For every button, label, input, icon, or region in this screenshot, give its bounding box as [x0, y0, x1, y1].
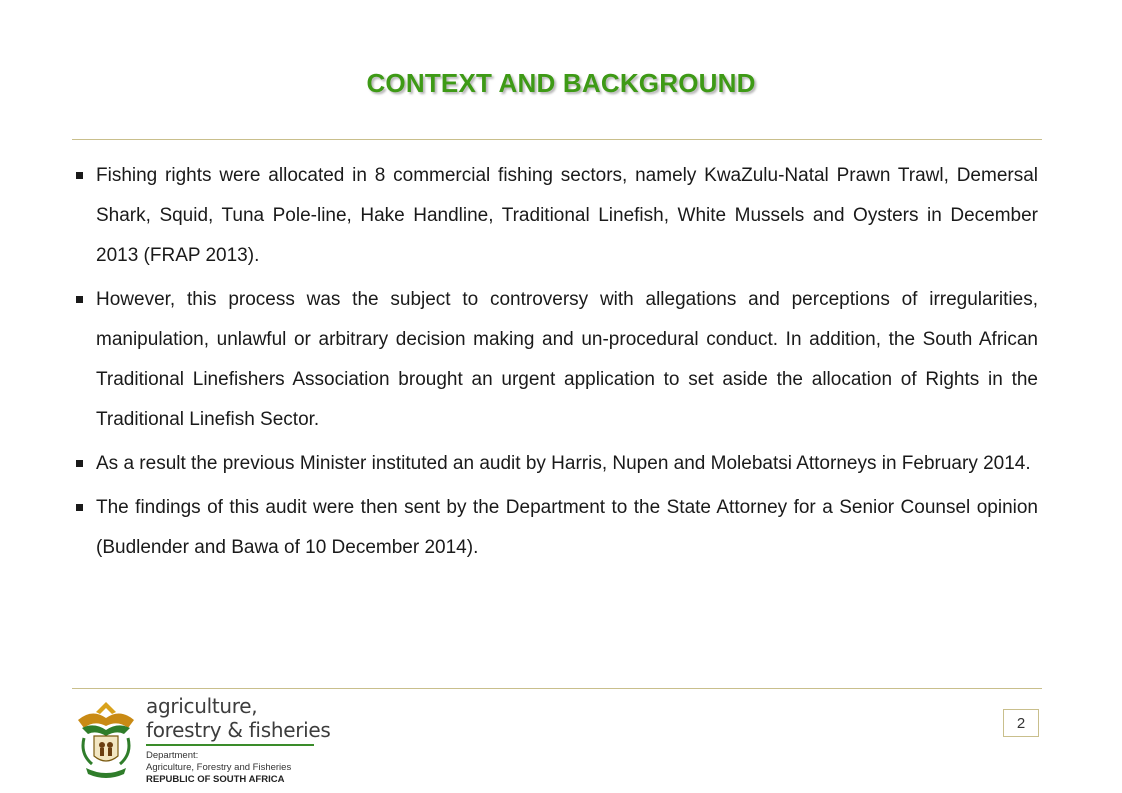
logo-wordmark — [146, 694, 331, 786]
square-bullet-icon — [76, 460, 83, 467]
page-number: 2 — [1003, 709, 1039, 737]
bullet-item — [76, 444, 1038, 484]
bullet-item — [76, 156, 1038, 276]
top-divider — [72, 139, 1042, 140]
logo-line-forestry-fisheries: forestry & fisheries — [146, 718, 331, 742]
department-logo — [72, 694, 332, 784]
bullet-text: As a result the previous Minister instituted an audit by Harris, Nupen and Molebatsi Attorneys in February 2014. — [96, 453, 1031, 474]
logo-department-label: Department: — [146, 750, 199, 761]
square-bullet-icon — [76, 172, 83, 179]
bullet-list — [76, 156, 1038, 572]
slide-title: CONTEXT AND BACKGROUND — [366, 68, 756, 98]
bullet-text: Fishing rights were allocated in 8 commercial fishing sectors, namely KwaZulu-Natal Prawn Trawl, Demersal Shark, Squid, Tuna Pole-line, Hake Handline, Traditional Linefish, White Mussels and Oysters in December 2013 (FRAP 2013). — [96, 165, 1038, 266]
bottom-divider — [72, 688, 1042, 689]
square-bullet-icon — [76, 296, 83, 303]
bullet-item — [76, 488, 1038, 568]
logo-country: REPUBLIC OF SOUTH AFRICA — [146, 774, 285, 785]
logo-department-name: Agriculture, Forestry and Fisheries — [146, 762, 292, 773]
bullet-item — [76, 280, 1038, 440]
logo-underline — [146, 744, 314, 746]
bullet-text: The findings of this audit were then sent by the Department to the State Attorney for a Senior Counsel opinion (Budlender and Bawa of 10 December 2014). — [96, 497, 1038, 558]
bullet-text: However, this process was the subject to controversy with allegations and perceptions of irregularities, manipulation, unlawful or arbitrary decision making and un-procedural conduct. In addition, the South African Traditional Linefishers Association brought an urgent application to set aside the allocation of Rights in the Traditional Linefish Sector. — [96, 289, 1038, 430]
square-bullet-icon — [76, 504, 83, 511]
coat-of-arms-icon — [72, 698, 140, 780]
logo-line-agriculture: agriculture, — [146, 694, 258, 718]
